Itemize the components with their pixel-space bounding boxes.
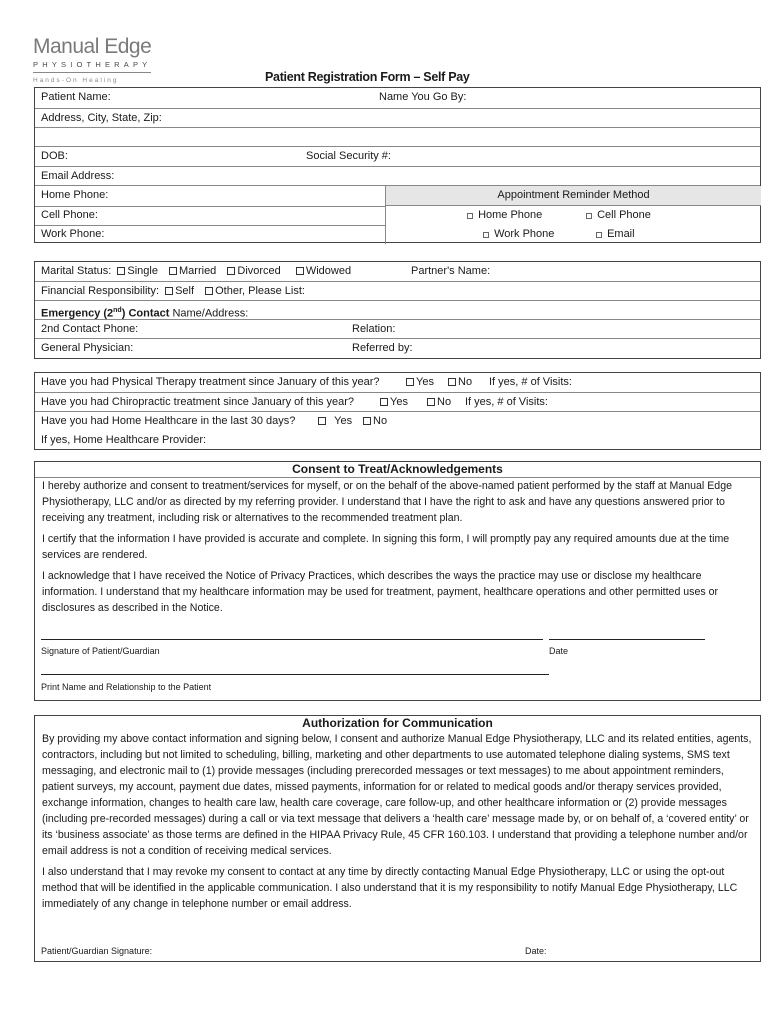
checkbox-icon[interactable] — [483, 232, 489, 238]
pt-yes-option[interactable] — [403, 373, 434, 392]
financial-label: Financial Responsibility: — [41, 285, 159, 297]
yes-label: Yes — [390, 396, 408, 408]
print-name-label: Print Name and Relationship to the Patient — [41, 682, 212, 692]
authorization-paragraph-2: I also understand that I may revoke my consent to contact at any time by directly contacting Manual Edge Physiotherapy, LLC or using the opt-out method that will be identified in the applicable communication. I also understand that it is my responsibility to notify Manual Edge Physiotherapy, LLC immediately of any change in telephone number or email address. — [42, 866, 738, 910]
marital-label-text: Marital Status: — [41, 265, 112, 277]
reminder-options — [385, 206, 761, 244]
row-emergency — [35, 300, 760, 319]
row-dob — [35, 146, 760, 166]
reminder-home-phone[interactable] — [464, 206, 542, 225]
row-marital — [35, 262, 760, 281]
checkbox-icon[interactable] — [427, 398, 435, 406]
authorization-date-field[interactable]: Date: — [525, 946, 547, 956]
company-logo — [33, 36, 168, 84]
patient-signature-field[interactable]: Patient/Guardian Signature: — [41, 946, 153, 956]
logo-subtitle: PHYSIOTHERAPY — [33, 60, 152, 69]
row-patient-name — [35, 88, 760, 108]
emergency-bold: Emergency (2 — [41, 307, 114, 320]
yes-label: Yes — [334, 415, 353, 427]
emergency-sup: nd — [113, 307, 122, 314]
partner-name-field[interactable]: Partner's Name: — [411, 265, 491, 277]
email-field[interactable]: Email Address: — [41, 170, 115, 182]
row-email — [35, 166, 760, 185]
reminder-work-phone[interactable] — [480, 225, 554, 244]
home-health-question: Have you had Home Healthcare in the last 30 days? — [41, 415, 296, 427]
home-phone-field[interactable]: Home Phone: — [41, 189, 109, 201]
emergency-bold-2: ) Contact — [121, 307, 170, 320]
chiro-visits-field[interactable]: If yes, # of Visits: — [465, 396, 548, 408]
ssn-field[interactable]: Social Security #: — [306, 150, 391, 162]
checkbox-married[interactable] — [169, 267, 177, 275]
patient-info-section — [34, 87, 761, 243]
single-label: Single — [127, 265, 158, 277]
reminder-cell-phone[interactable] — [583, 206, 651, 225]
emergency-rest: Name/Address: — [169, 307, 249, 320]
authorization-section — [34, 715, 761, 962]
address-field[interactable]: Address, City, State, Zip: — [41, 112, 162, 124]
reminder-email-label: Email — [607, 228, 635, 240]
consent-paragraph-3: I acknowledge that I have received the Notice of Privacy Practices, which describes the ways the practice may use or disclose my healthcare information. I understand that my healthcare information may be used for treatment, payment, healthcare operations and other permitted uses or disclosures as described in the Notice. — [42, 570, 719, 614]
checkbox-icon[interactable] — [448, 378, 456, 386]
form-title: Patient Registration Form – Self Pay — [265, 70, 470, 84]
consent-section — [34, 461, 761, 701]
marital-status-label — [41, 262, 351, 281]
signature-line[interactable] — [41, 639, 543, 640]
no-label: No — [437, 396, 452, 408]
referred-by-field[interactable]: Referred by: — [352, 342, 413, 354]
widowed-label: Widowed — [305, 265, 352, 277]
row-chiro-question — [35, 392, 760, 411]
financial-responsibility — [41, 282, 305, 301]
row-phones — [35, 185, 760, 243]
pt-visits-field[interactable]: If yes, # of Visits: — [489, 376, 572, 388]
logo-tagline: Hands-On Healing — [33, 77, 119, 84]
authorization-title: Authorization for Communication — [302, 716, 493, 730]
row-physician — [35, 338, 760, 358]
pt-question: Have you had Physical Therapy treatment since January of this year? — [41, 376, 380, 388]
treatment-history-section — [34, 372, 761, 450]
authorization-paragraph-1: By providing my above contact information and signing below, I consent and authorize Manual Edge Physiotherapy, LLC and its related entities, agents, contractors, including but not limited to scheduling, billing, marketing and other departments to use automated telephone dialing systems, SMS text messaging, and electronic mail to (1) provide messages (including prerecorded messages or text messages) to me about appointment reminders, patient surveys, my account, payment due dates, missed payments, information for or related to medical goods and/or therapy services provided, exchange information, changes to health care law, health care coverage, care follow-up, and other healthcare information or (2) provide messages (including pre-recorded messages) during a call or via text message that delivers a ‘health care’ message made by, or on behalf of, a ‘covered entity’ or its ‘business associate’ as those terms are defined in the HIPAA Privacy Rule, 45 CFR 160.103. I understand that providing a telephone number and/or email address is not a condition of receiving medical services. — [42, 733, 752, 857]
marital-emergency-section — [34, 261, 761, 359]
divorced-label: Divorced — [237, 265, 281, 277]
checkbox-other[interactable] — [205, 287, 213, 295]
no-label: No — [458, 376, 473, 388]
logo-name: Manual Edge — [33, 35, 152, 58]
consent-title: Consent to Treat/Acknowledgements — [35, 462, 760, 478]
reminder-cell-label: Cell Phone — [597, 209, 651, 221]
consent-paragraph-2: I certify that the information I have provided is accurate and complete. In signing this form, I will promptly pay any required amounts due at the time services are rendered. — [42, 533, 730, 561]
cell-phone-cell — [35, 206, 385, 226]
reminder-method-header: Appointment Reminder Method — [385, 186, 761, 206]
checkbox-icon[interactable] — [586, 213, 592, 219]
home-no-option[interactable] — [360, 412, 387, 431]
other-label[interactable]: Other, Please List: — [215, 285, 305, 297]
yes-label: Yes — [416, 376, 434, 388]
cell-phone-field[interactable]: Cell Phone: — [41, 209, 98, 221]
row-address — [35, 108, 760, 127]
chiro-no-option[interactable] — [424, 393, 451, 412]
row-second-phone — [35, 319, 760, 338]
relation-field[interactable]: Relation: — [352, 323, 396, 335]
home-health-provider-field[interactable]: If yes, Home Healthcare Provider: — [41, 434, 207, 446]
home-yes-option[interactable] — [315, 412, 352, 431]
reminder-work-label: Work Phone — [494, 228, 555, 240]
row-home-health — [35, 411, 760, 449]
checkbox-self[interactable] — [165, 287, 173, 295]
chiro-yes-option[interactable] — [377, 393, 408, 412]
chiro-question: Have you had Chiropractic treatment since January of this year? — [41, 396, 355, 408]
name-go-by-field[interactable]: Name You Go By: — [379, 91, 467, 103]
date-line[interactable] — [549, 639, 705, 640]
checkbox-single[interactable] — [117, 267, 125, 275]
dob-field[interactable]: DOB: — [41, 150, 68, 162]
checkbox-divorced[interactable] — [227, 267, 235, 275]
reminder-email[interactable] — [593, 225, 635, 244]
home-phone-cell — [35, 186, 385, 207]
checkbox-icon[interactable] — [318, 417, 326, 425]
checkbox-icon[interactable] — [363, 417, 371, 425]
reminder-home-label: Home Phone — [478, 209, 543, 221]
self-label: Self — [175, 285, 195, 297]
pt-no-option[interactable] — [445, 373, 472, 392]
second-contact-phone-field[interactable]: 2nd Contact Phone: — [41, 323, 139, 335]
signature-label: Signature of Patient/Guardian — [41, 646, 160, 656]
married-label: Married — [179, 265, 217, 277]
checkbox-icon[interactable] — [596, 232, 602, 238]
no-label: No — [373, 415, 388, 427]
date-label: Date — [549, 646, 569, 656]
checkbox-widowed[interactable] — [296, 267, 304, 275]
logo-rule — [33, 72, 151, 73]
patient-name-field[interactable]: Patient Name: — [41, 91, 111, 103]
row-pt-question — [35, 373, 760, 392]
work-phone-field[interactable]: Work Phone: — [41, 228, 105, 240]
row-address-blank[interactable] — [35, 127, 760, 146]
row-financial — [35, 281, 760, 300]
checkbox-icon[interactable] — [380, 398, 388, 406]
consent-paragraph-1: I hereby authorize and consent to treatment/services for myself, or on the behalf of the above-named patient performed by the staff at Manual Edge Physiotherapy, LLC and/or as directed by my referring provider. I understand that I have the right to ask and have any questions answered prior to receiving any treatment, including risk or alternatives to the recommended treatment plan. — [42, 480, 732, 524]
checkbox-icon[interactable] — [406, 378, 414, 386]
print-name-line[interactable] — [41, 674, 549, 675]
checkbox-icon[interactable] — [467, 213, 473, 219]
general-physician-field[interactable]: General Physician: — [41, 342, 134, 354]
